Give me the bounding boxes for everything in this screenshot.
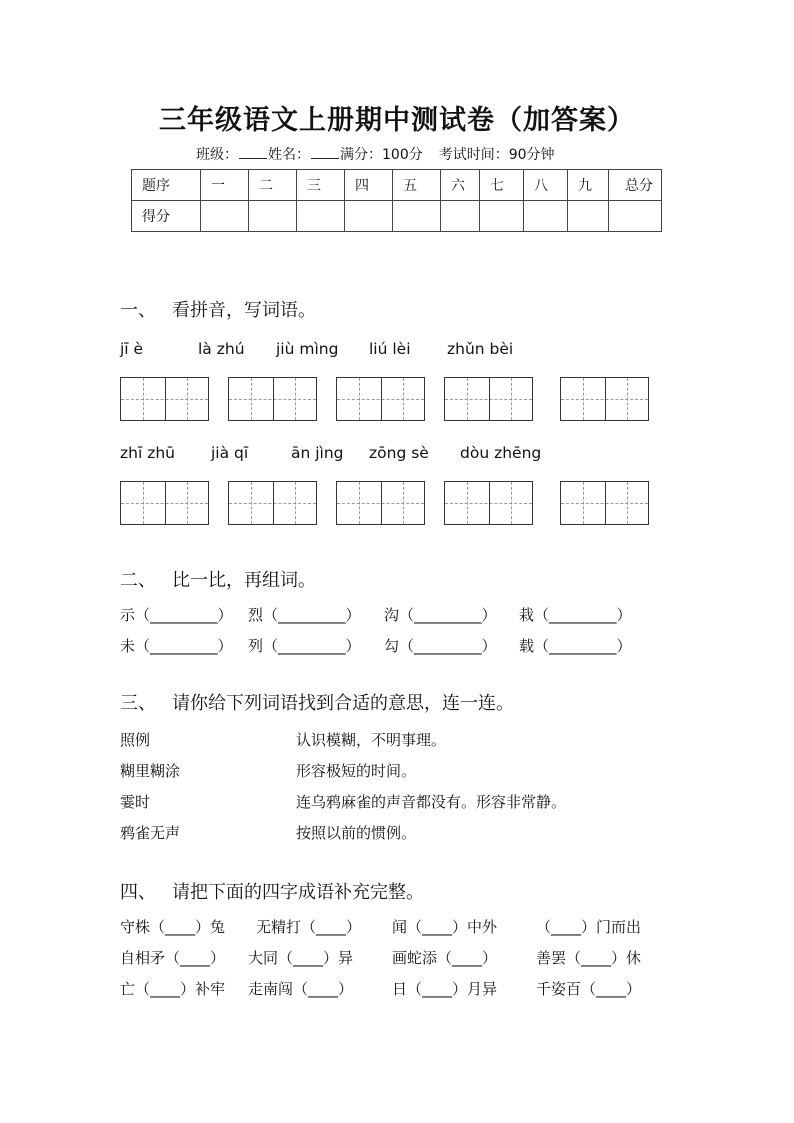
idiom-item[interactable]: 守株（____）兔 <box>120 918 226 936</box>
section-title: 看拼音，写词语。 <box>172 300 316 321</box>
idiom-item[interactable]: 亡（____）补牢 <box>120 980 226 998</box>
score-header-cell: 九 <box>568 170 609 201</box>
compare-item[interactable]: 烈（_________） <box>248 606 361 624</box>
writing-grid[interactable] <box>120 481 209 525</box>
idiom-item[interactable]: 闻（____）中外 <box>392 918 498 936</box>
idiom-item[interactable]: 大同（____）异 <box>248 949 354 967</box>
section-number: 三、 <box>120 693 156 714</box>
score-header-cell: 五 <box>393 170 441 201</box>
section-2-heading <box>120 566 316 592</box>
writing-grid[interactable] <box>120 377 209 421</box>
writing-grid[interactable] <box>336 481 425 525</box>
score-header-cell: 总分 <box>609 170 662 201</box>
score-cell[interactable] <box>297 201 345 232</box>
section-title: 请把下面的四字成语补充完整。 <box>172 882 424 903</box>
idiom-item[interactable]: （____）门而出 <box>536 918 642 936</box>
matching-meaning[interactable]: 连乌鸦麻雀的声音都没有。形容非常静。 <box>296 793 567 811</box>
section-number: 二、 <box>120 570 156 591</box>
name-label: 姓名： <box>268 147 310 163</box>
section-number: 四、 <box>120 882 156 903</box>
score-header-cell: 二 <box>249 170 297 201</box>
score-cell[interactable] <box>524 201 568 232</box>
section-1-heading <box>120 296 316 322</box>
matching-word[interactable]: 鸦雀无声 <box>120 824 181 842</box>
score-row-label: 得分 <box>132 201 201 232</box>
score-cell[interactable] <box>393 201 441 232</box>
compare-item[interactable]: 示（_________） <box>120 606 233 624</box>
score-header-cell: 八 <box>524 170 568 201</box>
exam-time: 考试时间：90分钟 <box>438 147 555 163</box>
score-header-cell: 一 <box>201 170 249 201</box>
score-cell[interactable] <box>480 201 524 232</box>
idiom-item[interactable]: 日（____）月异 <box>392 980 498 998</box>
compare-item[interactable]: 载（_________） <box>519 637 632 655</box>
section-title: 请你给下列词语找到合适的意思，连一连。 <box>172 693 514 714</box>
writing-grid[interactable] <box>336 377 425 421</box>
pinyin: ān jìng <box>291 444 344 462</box>
full-score: 满分：100分 <box>340 147 423 163</box>
score-table <box>131 169 662 232</box>
writing-grid[interactable] <box>560 481 649 525</box>
compare-item[interactable]: 栽（_________） <box>519 606 632 624</box>
score-header-cell: 题序 <box>132 170 201 201</box>
matching-meaning[interactable]: 形容极短的时间。 <box>296 762 417 780</box>
score-cell[interactable] <box>441 201 480 232</box>
section-title: 比一比，再组词。 <box>172 570 316 591</box>
score-cell[interactable] <box>345 201 393 232</box>
section-3-heading <box>120 689 514 715</box>
writing-grid[interactable] <box>444 481 533 525</box>
idiom-item[interactable]: 千姿百（____） <box>536 980 642 998</box>
score-header-cell: 三 <box>297 170 345 201</box>
pinyin: jiù mìng <box>276 340 339 358</box>
compare-item[interactable]: 列（_________） <box>248 637 361 655</box>
idiom-item[interactable]: 走南闯（____） <box>248 980 354 998</box>
class-label: 班级： <box>196 147 238 163</box>
score-cell[interactable] <box>609 201 662 232</box>
class-blank[interactable] <box>239 146 267 159</box>
score-cell[interactable] <box>249 201 297 232</box>
score-cell[interactable] <box>568 201 609 232</box>
pinyin: zōng sè <box>369 444 429 462</box>
pinyin: là zhú <box>198 340 245 358</box>
matching-word[interactable]: 糊里糊涂 <box>120 762 181 780</box>
score-row <box>132 201 662 232</box>
compare-item[interactable]: 未（_________） <box>120 637 233 655</box>
name-blank[interactable] <box>311 146 339 159</box>
section-4-heading <box>120 878 424 904</box>
matching-meaning[interactable]: 认识模糊，不明事理。 <box>296 731 447 749</box>
page-title: 三年级语文上册期中测试卷（加答案） <box>159 105 635 136</box>
score-header-row <box>132 170 662 201</box>
score-header-cell: 六 <box>441 170 480 201</box>
score-header-cell: 七 <box>480 170 524 201</box>
pinyin: jià qī <box>211 444 249 462</box>
idiom-item[interactable]: 自相矛（____） <box>120 949 226 967</box>
matching-word[interactable]: 照例 <box>120 731 151 749</box>
score-header-cell: 四 <box>345 170 393 201</box>
matching-meaning[interactable]: 按照以前的惯例。 <box>296 824 417 842</box>
compare-item[interactable]: 勾（_________） <box>384 637 497 655</box>
pinyin: zhǔn bèi <box>447 340 514 358</box>
score-cell[interactable] <box>201 201 249 232</box>
section-number: 一、 <box>120 300 156 321</box>
writing-grid[interactable] <box>444 377 533 421</box>
compare-item[interactable]: 沟（_________） <box>384 606 497 624</box>
matching-word[interactable]: 霎时 <box>120 793 151 811</box>
pinyin: zhī zhū <box>120 444 175 462</box>
exam-info <box>196 144 555 164</box>
idiom-item[interactable]: 善罢（____）休 <box>536 949 642 967</box>
writing-grid[interactable] <box>228 481 317 525</box>
pinyin: jī è <box>120 340 144 358</box>
writing-grid[interactable] <box>560 377 649 421</box>
idiom-item[interactable]: 无精打（____） <box>256 918 362 936</box>
writing-grid[interactable] <box>228 377 317 421</box>
pinyin: dòu zhēng <box>460 444 542 462</box>
idiom-item[interactable]: 画蛇添（____） <box>392 949 498 967</box>
pinyin: liú lèi <box>369 340 411 358</box>
